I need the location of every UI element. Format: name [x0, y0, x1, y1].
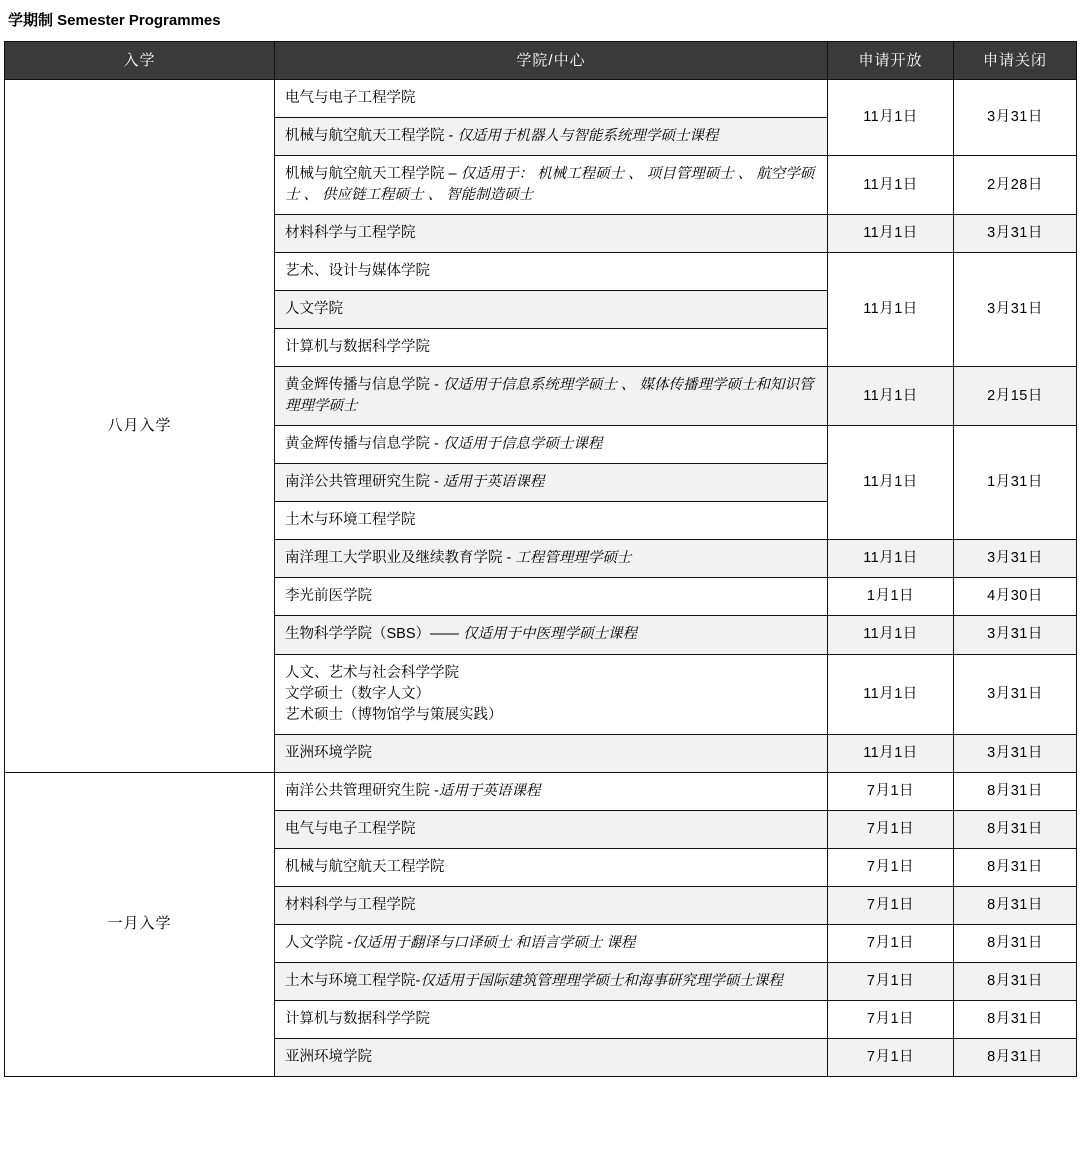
cell-application-open: 11月1日	[828, 540, 954, 578]
cell-application-open: 7月1日	[828, 772, 954, 810]
cell-application-close: 4月30日	[954, 578, 1077, 616]
school-name: 电气与电子工程学院	[285, 820, 416, 837]
cell-application-close: 8月31日	[954, 1038, 1077, 1076]
school-name: 亚洲环境学院	[285, 1048, 372, 1065]
cell-school	[275, 1038, 828, 1076]
cell-application-open: 11月1日	[828, 156, 954, 215]
school-note: 仅适用于翻译与口译硕士 和语言学硕士 课程	[351, 934, 636, 951]
cell-application-close: 1月31日	[954, 426, 1077, 540]
school-name: 南洋理工大学职业及继续教育学院 -	[285, 550, 516, 567]
school-name: 亚洲环境学院	[285, 744, 372, 761]
cell-school	[275, 848, 828, 886]
school-line: 艺术硕士（博物馆学与策展实践）	[285, 706, 503, 723]
cell-application-open: 11月1日	[828, 253, 954, 367]
school-name: 土木与环境工程学院-	[285, 972, 421, 989]
cell-application-open: 11月1日	[828, 734, 954, 772]
school-name: 机械与航空航天工程学院	[285, 858, 445, 875]
column-header-school: 学院/中心	[275, 41, 828, 80]
cell-application-open: 7月1日	[828, 924, 954, 962]
cell-application-close: 3月31日	[954, 616, 1077, 654]
school-name: 机械与航空航天工程学院 -	[285, 128, 458, 145]
cell-application-close: 3月31日	[954, 734, 1077, 772]
cell-school	[275, 464, 828, 502]
cell-application-close: 2月15日	[954, 367, 1077, 426]
cell-application-open: 11月1日	[828, 215, 954, 253]
school-name: 计算机与数据科学学院	[285, 1010, 430, 1027]
cell-school	[275, 772, 828, 810]
cell-school	[275, 962, 828, 1000]
cell-school	[275, 118, 828, 156]
school-name: 南洋公共管理研究生院 -	[285, 782, 439, 799]
school-note: 仅适用于国际建筑管理理学硕士和海事研究理学硕士课程	[420, 972, 783, 989]
cell-application-close: 8月31日	[954, 962, 1077, 1000]
school-name: 机械与航空航天工程学院 –	[285, 166, 461, 183]
cell-application-open: 11月1日	[828, 654, 954, 734]
school-note: 仅适用于中医理学硕士课程	[463, 626, 638, 643]
table-row	[5, 80, 1077, 118]
column-header-application-close: 申请关闭	[954, 41, 1077, 80]
cell-application-close: 8月31日	[954, 886, 1077, 924]
school-note: 适用于英语课程	[442, 474, 545, 491]
cell-application-close: 8月31日	[954, 810, 1077, 848]
school-note: 仅适用于信息系统理学硕士 、 媒体传播理学硕士和知识管理理学硕士	[285, 377, 814, 415]
table-header	[5, 41, 1077, 80]
cell-school	[275, 291, 828, 329]
cell-application-open: 7月1日	[828, 848, 954, 886]
cell-school	[275, 578, 828, 616]
column-header-application-open: 申请开放	[828, 41, 954, 80]
cell-school	[275, 502, 828, 540]
cell-application-open: 7月1日	[828, 810, 954, 848]
school-name: 土木与环境工程学院	[285, 512, 416, 529]
school-name: 黄金辉传播与信息学院 -	[285, 436, 443, 453]
cell-application-open: 7月1日	[828, 962, 954, 1000]
table-body	[5, 80, 1077, 1076]
cell-school	[275, 215, 828, 253]
cell-school	[275, 156, 828, 215]
cell-application-open: 11月1日	[828, 426, 954, 540]
header-row	[5, 41, 1077, 80]
cell-school	[275, 253, 828, 291]
semester-programmes-table	[4, 41, 1077, 1077]
cell-application-close: 3月31日	[954, 654, 1077, 734]
school-note: 仅适用于机器人与智能系统理学硕士课程	[457, 128, 719, 145]
school-line: 人文、艺术与社会科学学院	[285, 664, 459, 681]
cell-school	[275, 80, 828, 118]
school-name: 生物科学学院（SBS）——	[285, 626, 464, 643]
school-name: 艺术、设计与媒体学院	[285, 263, 430, 280]
cell-school	[275, 734, 828, 772]
school-name: 李光前医学院	[285, 588, 372, 605]
cell-application-open: 11月1日	[828, 80, 954, 156]
cell-school	[275, 886, 828, 924]
cell-application-open: 1月1日	[828, 578, 954, 616]
cell-school	[275, 426, 828, 464]
school-name: 材料科学与工程学院	[285, 225, 416, 242]
school-note: 适用于英语课程	[438, 782, 541, 799]
cell-school	[275, 1000, 828, 1038]
column-header-intake: 入学	[5, 41, 275, 80]
cell-application-close: 2月28日	[954, 156, 1077, 215]
cell-application-close: 3月31日	[954, 253, 1077, 367]
cell-intake: 八月入学	[5, 80, 275, 772]
school-name: 电气与电子工程学院	[285, 90, 416, 107]
cell-application-close: 3月31日	[954, 540, 1077, 578]
cell-school	[275, 329, 828, 367]
cell-application-open: 11月1日	[828, 616, 954, 654]
cell-application-close: 8月31日	[954, 772, 1077, 810]
school-name: 南洋公共管理研究生院 -	[285, 474, 443, 491]
school-note: 工程管理理学硕士	[515, 550, 632, 567]
cell-school	[275, 367, 828, 426]
cell-application-open: 7月1日	[828, 1000, 954, 1038]
cell-application-close: 8月31日	[954, 1000, 1077, 1038]
cell-application-open: 7月1日	[828, 1038, 954, 1076]
school-note: 仅适用于信息学硕士课程	[442, 436, 603, 453]
cell-school	[275, 540, 828, 578]
cell-school	[275, 654, 828, 734]
cell-application-close: 3月31日	[954, 80, 1077, 156]
cell-intake: 一月入学	[5, 772, 275, 1076]
school-name: 黄金辉传播与信息学院 -	[285, 377, 443, 394]
school-line: 文学硕士（数字人文）	[285, 685, 430, 702]
cell-school	[275, 924, 828, 962]
school-name: 人文学院 -	[285, 934, 352, 951]
cell-application-close: 3月31日	[954, 215, 1077, 253]
cell-application-open: 11月1日	[828, 367, 954, 426]
table-row	[5, 772, 1077, 810]
school-name: 人文学院	[285, 301, 343, 318]
school-name: 材料科学与工程学院	[285, 896, 416, 913]
cell-application-open: 7月1日	[828, 886, 954, 924]
cell-school	[275, 810, 828, 848]
school-name: 计算机与数据科学学院	[285, 339, 430, 356]
page-title: 学期制 Semester Programmes	[8, 12, 221, 29]
cell-school	[275, 616, 828, 654]
cell-application-close: 8月31日	[954, 924, 1077, 962]
cell-application-close: 8月31日	[954, 848, 1077, 886]
school-note: 仅适用于： 机械工程硕士 、 项目管理硕士 、 航空学硕士 、 供应链工程硕士 、 智能制造硕士	[285, 166, 815, 204]
